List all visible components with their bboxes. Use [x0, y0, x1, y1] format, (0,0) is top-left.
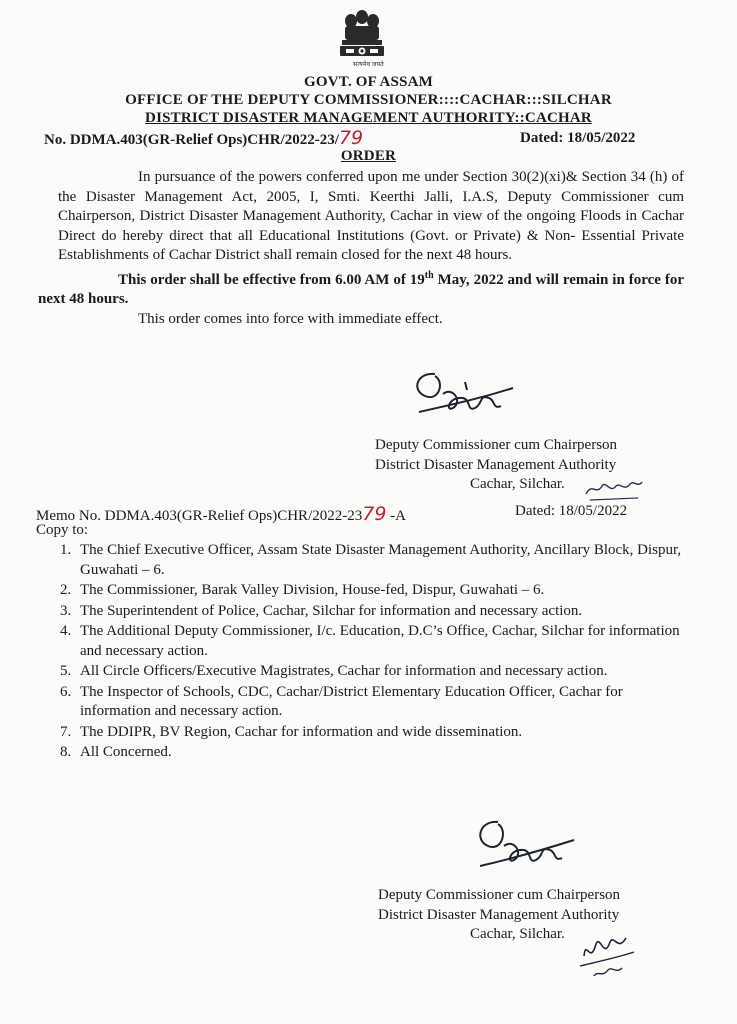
list-item-text: The Superintendent of Police, Cachar, Silchar for information and necessary action.	[80, 602, 583, 619]
list-item-text: The Chief Executive Officer, Assam State Disaster Management Authority, Ancillary Block, Dispur, Guwahati – 6.	[80, 542, 682, 578]
list-item	[52, 602, 692, 622]
signature-block-1	[375, 436, 617, 495]
order-body	[38, 168, 685, 329]
order-paragraph-2	[38, 266, 684, 310]
memo-number-handwritten: 79	[362, 503, 387, 525]
list-item-number: 5.	[60, 663, 72, 679]
signature-2-place: Cachar, Silchar.	[470, 926, 565, 942]
list-item-number: 4.	[60, 623, 72, 639]
list-item	[52, 541, 692, 580]
authority-heading: DISTRICT DISASTER MANAGEMENT AUTHORITY::CACHAR	[145, 110, 592, 126]
list-item-number: 1.	[60, 542, 72, 558]
list-item	[52, 743, 692, 763]
order-title: ORDER	[340, 148, 397, 164]
signature-1-authority: District Disaster Management Authority	[375, 456, 617, 473]
list-item-text: All Concerned.	[80, 744, 172, 760]
handwritten-signature-icon	[405, 360, 525, 430]
list-item-number: 3.	[60, 602, 72, 619]
list-item-text: The Inspector of Schools, CDC, Cachar/District Elementary Education Officer, Cachar for information and necessary action.	[80, 683, 623, 719]
memo-number-prefix: Memo No. DDMA.403(GR-Relief Ops)CHR/2022-23	[36, 508, 363, 524]
list-item-text: All Circle Officers/Executive Magistrates, Cachar for information and necessary action.	[80, 663, 608, 679]
signature-1-place: Cachar, Silchar.	[470, 476, 565, 492]
list-item-number: 8.	[60, 744, 72, 760]
memo-date: Dated: 18/05/2022	[515, 503, 628, 519]
order-paragraph-2-sup: th	[424, 269, 434, 281]
list-item	[52, 723, 692, 743]
signature-1-title: Deputy Commissioner cum Chairperson	[375, 437, 618, 453]
order-paragraph-3: This order comes into force with immediate effect.	[138, 310, 443, 327]
order-number-handwritten: 79	[338, 127, 364, 149]
list-item-text: The Commissioner, Barak Valley Division, House-fed, Dispur, Guwahati – 6.	[80, 582, 545, 598]
copy-to-label: Copy to:	[36, 522, 89, 538]
list-item	[52, 662, 692, 682]
list-item-text: The Additional Deputy Commissioner, I/c. Education, D.C’s Office, Cachar, Silchar for information and necessary action.	[80, 623, 680, 659]
handwritten-initials-icon	[576, 926, 638, 980]
signature-2-title: Deputy Commissioner cum Chairperson	[378, 887, 621, 903]
order-paragraph-2-post: May, 2022 and will remain in force for next 48 hours.	[38, 271, 685, 307]
emblem-caption: सत्यमेव जयते	[353, 62, 384, 68]
copy-to-list	[52, 541, 692, 764]
order-paragraph-1: In pursuance of the powers conferred upon me under Section 30(2)(xi)& Section 34 (h) of the Disaster Management Act, 2005, I, Smti. Keerthi Jalli, I.A.S, Deputy Commissioner cum Chairperson, District Disaster Management Authority, Cachar in view of the ongoing Floods in Cachar Direct do hereby direct that all Educational Institutions (Govt. or Private) & Non- Essential Private Establishments of Cachar District shall remain closed for the next 48 hours.	[58, 169, 684, 263]
list-item	[52, 683, 692, 722]
list-item	[52, 622, 692, 661]
list-item-number: 7.	[60, 723, 72, 740]
office-heading: OFFICE OF THE DEPUTY COMMISSIONER::::CACHAR:::SILCHAR	[125, 92, 612, 108]
memo-number-suffix: -A	[390, 508, 406, 524]
list-item-number: 6.	[60, 683, 72, 700]
handwritten-initials-icon	[584, 476, 644, 502]
list-item-text: The DDIPR, BV Region, Cachar for information and wide dissemination.	[80, 723, 523, 740]
govt-heading: GOVT. OF ASSAM	[303, 74, 434, 90]
signature-2-authority: District Disaster Management Authority	[378, 906, 620, 923]
list-item	[52, 581, 692, 601]
handwritten-signature-icon	[470, 810, 580, 882]
order-date: Dated: 18/05/2022	[520, 130, 636, 146]
list-item-number: 2.	[60, 582, 72, 598]
memo-number	[36, 503, 406, 525]
order-number	[44, 127, 363, 149]
order-paragraph-2-pre: This order shall be effective from 6.00 AM of 19	[118, 271, 425, 288]
order-number-prefix: No. DDMA.403(GR-Relief Ops)CHR/2022-23/	[44, 132, 339, 148]
